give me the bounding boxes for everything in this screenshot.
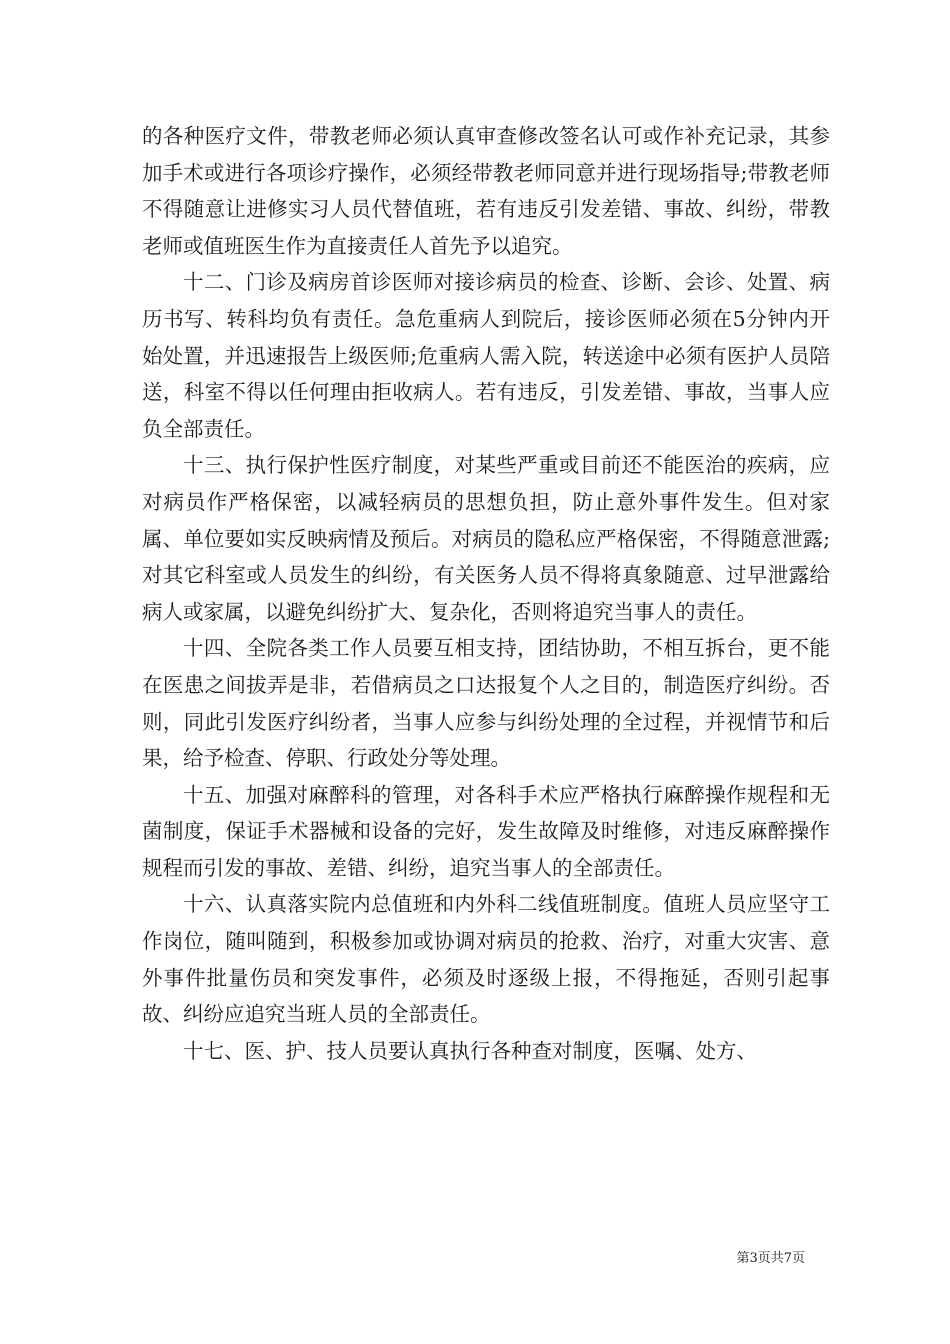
page-number-footer: 第3页共7页	[736, 1251, 805, 1266]
paragraph-article-15: 十五、加强对麻醉科的管理，对各科手术应严格执行麻醉操作规程和无菌制度，保证手术器械和设备的完好，发生故障及时维修，对违反麻醉操作规程而引发的事故、差错、纠纷，追究当事人的全部责任。	[142, 782, 830, 880]
paragraph-continued: 的各种医疗文件，带教老师必须认真审查修改签名认可或作补充记录，其参加手术或进行各项诊疗操作，必须经带教老师同意并进行现场指导;带教老师不得随意让进修实习人员代替值班，若有违反引发差错、事故、纠纷，带教老师或值班医生作为直接责任人首先予以追究。	[142, 124, 830, 258]
paragraph-article-17: 十七、医、护、技人员要认真执行各种查对制度，医嘱、处方、	[183, 1038, 757, 1063]
paragraph-article-14: 十四、全院各类工作人员要互相支持，团结协助，不相互拆台，更不能在医患之间拔弄是非，若借病员之口达报复个人之目的，制造医疗纠纷。否则，同此引发医疗纠纷者，当事人应参与纠纷处理的全过程，并视情节和后果，给予检查、停职、行政处分等处理。	[142, 636, 830, 771]
paragraph-article-16: 十六、认真落实院内总值班和内外科二线值班制度。值班人员应坚守工作岗位，随叫随到，积极参加或协调对病员的抢救、治疗，对重大灾害、意外事件批量伤员和突发事件，必须及时逐级上报，不得拖延，否则引起事故、纠纷应追究当班人员的全部责任。	[142, 892, 830, 1027]
document-body	[142, 118, 830, 1069]
paragraph-article-12: 十二、门诊及病房首诊医师对接诊病员的检查、诊断、会诊、处置、病历书写、转科均负有责任。急危重病人到院后，接诊医师必须在5分钟内开始处置，并迅速报告上级医师;危重病人需入院，转送途中必须有医护人员陪送，科室不得以任何理由拒收病人。若有违反，引发差错、事故，当事人应负全部责任。	[142, 270, 830, 441]
paragraph-article-13: 十三、执行保护性医疗制度，对某些严重或目前还不能医治的疾病，应对病员作严格保密，以减轻病员的思想负担，防止意外事件发生。但对家属、单位要如实反映病情及预后。对病员的隐私应严格保密，不得随意泄露;对其它科室或人员发生的纠纷，有关医务人员不得将真象随意、过早泄露给病人或家属，以避免纠纷扩大、复杂化，否则将追究当事人的责任。	[142, 453, 830, 624]
